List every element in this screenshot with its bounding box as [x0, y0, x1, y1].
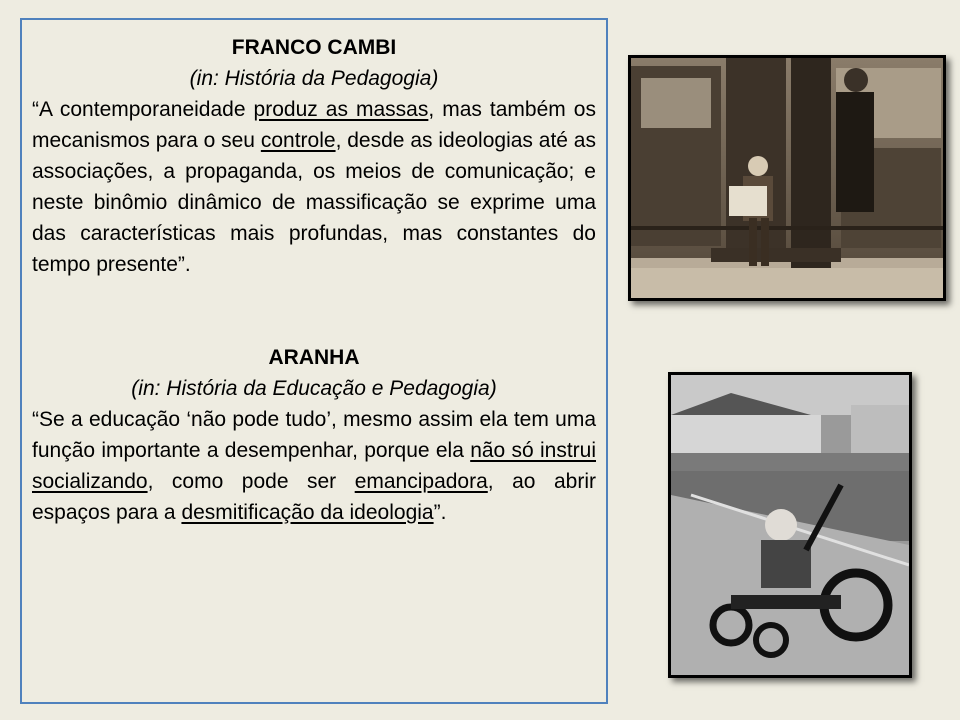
section2-author: ARANHA	[268, 346, 360, 369]
section2-source: (in: História da Educação e Pedagogia)	[131, 377, 497, 400]
section1-source: (in: História da Pedagogia)	[189, 67, 439, 90]
quote-text: , como pode ser	[147, 470, 355, 493]
quote-text: , ao abrir espaços para a	[32, 470, 596, 524]
underlined-phrase: controle	[260, 129, 336, 152]
section-spacer	[32, 280, 596, 342]
quote-text: , mas também os mecanismos para o seu	[32, 98, 596, 152]
quote-text: “Se a educação ‘não pode tudo’, mesmo assim ela tem uma função importante a desempenhar, porque ela	[32, 408, 596, 462]
section2-quote	[32, 404, 596, 528]
underlined-phrase: produz as massas	[253, 98, 429, 121]
quote-text: “A contemporaneidade	[32, 98, 254, 121]
underlined-phrase: emancipadora	[354, 470, 488, 493]
quote-text: ”.	[433, 501, 447, 524]
child-tricycle-photo	[668, 372, 912, 678]
section1-quote	[32, 94, 596, 280]
underlined-phrase: não só instrui socializando	[32, 439, 596, 493]
quotes-text-box	[20, 18, 608, 704]
child-tricycle-toy-gun-photo-icon	[671, 375, 909, 675]
streetcar-newsboy-photo-icon	[631, 58, 943, 298]
streetcar-newsboy-photo	[628, 55, 946, 301]
underlined-phrase: desmitificação da ideologia	[181, 501, 434, 524]
quote-text: , desde as ideologias até as associações, a propaganda, os meios de comunicação; e neste binômio dinâmico de massificação se exprime uma das características mais profundas, mas constantes do tempo presente”.	[32, 129, 596, 276]
section1-author: FRANCO CAMBI	[231, 36, 397, 59]
